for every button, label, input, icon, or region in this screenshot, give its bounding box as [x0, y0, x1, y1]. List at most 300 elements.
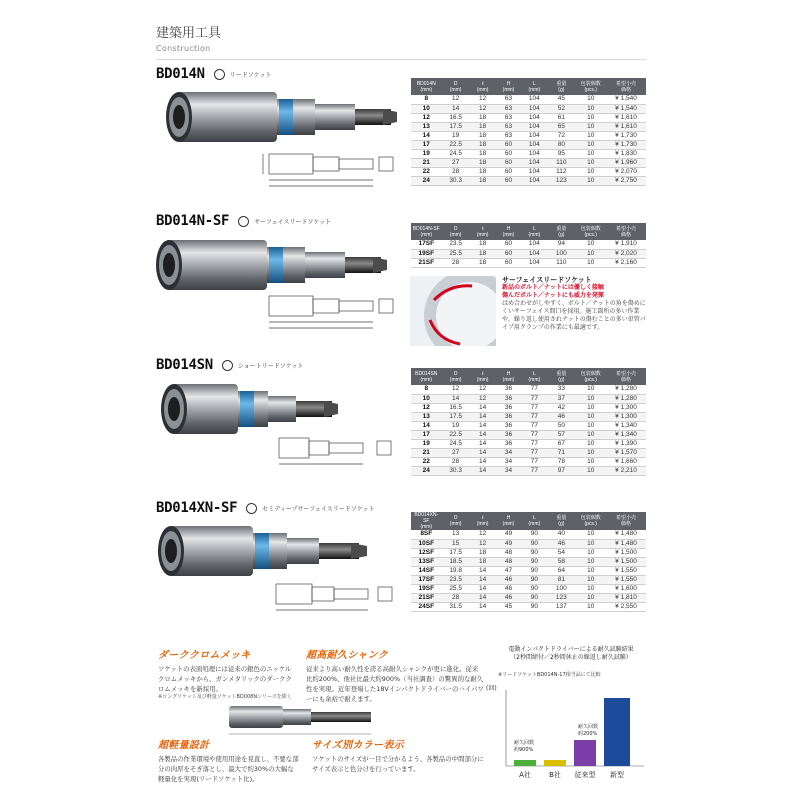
spec-cell: ¥ 1,830	[606, 149, 646, 158]
spec-cell: 16.5	[442, 403, 470, 412]
table-row	[411, 131, 646, 140]
spec-cell: 18	[470, 258, 496, 267]
spec-cell: 22.5	[442, 430, 470, 439]
spec-cell: 31.5	[442, 602, 470, 611]
spec-cell: 60	[496, 140, 522, 149]
spec-cell: ¥ 1,730	[606, 131, 646, 140]
spec-cell: ¥ 2,020	[606, 249, 646, 258]
spec-cell: 104	[521, 240, 547, 249]
feature-body: ソケットの表面処理には従来の銀色のニッケルクロムメッキから、ガンメタリックのダーククロムメッキを新採用。	[158, 665, 292, 693]
table-header-row	[411, 368, 646, 385]
spec-cell: 104	[521, 249, 547, 258]
spec-cell: 10	[575, 249, 606, 258]
table-row	[411, 412, 646, 421]
size-cell: 21SF	[411, 258, 442, 267]
column-header: H (mm)	[496, 223, 522, 240]
spec-cell: 60	[496, 240, 522, 249]
spec-cell: 10	[575, 439, 606, 448]
spec-cell: ¥ 1,500	[606, 557, 646, 566]
bench-cat-a: A社	[519, 771, 531, 779]
bd014sn-dimension-drawing	[265, 432, 395, 472]
spec-cell: ¥ 1,730	[606, 140, 646, 149]
spec-cell: 18	[470, 167, 496, 176]
table-row	[411, 249, 646, 258]
column-header: D (mm)	[442, 368, 470, 385]
spec-cell: 36	[496, 385, 522, 394]
spec-cell: 77	[521, 439, 547, 448]
spec-cell: 36	[496, 421, 522, 430]
spec-cell: 14	[470, 466, 496, 475]
spec-cell: 60	[496, 249, 522, 258]
spec-cell: 63	[496, 104, 522, 113]
spec-cell: ¥ 1,340	[606, 430, 646, 439]
spec-cell: 137	[547, 602, 575, 611]
spec-cell: 123	[547, 176, 575, 185]
table-header-row	[411, 223, 646, 240]
spec-cell: 63	[496, 113, 522, 122]
bd014sn-spec-table	[411, 368, 646, 476]
spec-cell: 18	[470, 140, 496, 149]
spec-cell: 67	[547, 439, 575, 448]
spec-cell: 77	[521, 448, 547, 457]
spec-cell: 10	[575, 539, 606, 548]
table-row	[411, 448, 646, 457]
spec-cell: 10	[575, 158, 606, 167]
surface-callout-red2: 傷んだボルト／ナットにも威力を発揮	[502, 292, 604, 299]
spec-cell: 10	[575, 258, 606, 267]
spec-cell: 63	[496, 131, 522, 140]
spec-cell: 104	[521, 122, 547, 131]
spec-cell: 60	[496, 149, 522, 158]
spec-cell: ¥ 1,480	[606, 539, 646, 548]
spec-cell: 60	[496, 158, 522, 167]
table-row	[411, 95, 646, 104]
spec-cell: 104	[521, 140, 547, 149]
column-header: D (mm)	[442, 78, 470, 95]
table-row	[411, 403, 646, 412]
column-header: H (mm)	[496, 78, 522, 95]
table-row	[411, 557, 646, 566]
feature-title: 超高耐久シャンク	[306, 650, 388, 661]
spec-cell: 33	[547, 385, 575, 394]
surface-callout	[410, 276, 646, 346]
bd014n-sf-dimension-drawing	[255, 290, 395, 334]
spec-cell: 97	[547, 466, 575, 475]
spec-cell: 19.8	[442, 566, 470, 575]
bench-note: ※リードソケットBD014N-17相当品にて比較	[498, 672, 601, 678]
spec-cell: 90	[521, 548, 547, 557]
feature-body: 従来より高い耐久性を誇る高耐久シャンクが更に進化。従来比約200%、他社比最大約900%（当社調査）の驚異的な耐久性を実現。近年登場した18Vインパクトドライバーのハイパワーにも余裕で耐えます。	[306, 665, 484, 703]
spec-cell: 110	[547, 258, 575, 267]
size-cell: 24	[411, 176, 442, 185]
table-row	[411, 421, 646, 430]
spec-cell: 23.5	[442, 240, 470, 249]
spec-cell: ¥ 1,610	[606, 113, 646, 122]
header-rule	[156, 59, 646, 60]
surface-callout-body: はめ合わせがしやすく、ボルト／ナットの角を傷めにくいサーフェイス間口を採用。施工箇所の多い作業や、繰り返し使用されナットの傷むことの多い単管パイプ用クランプの作業にも最適です。	[502, 300, 646, 331]
spec-cell: 45	[496, 602, 522, 611]
spec-cell: 10	[575, 566, 606, 575]
spec-cell: 77	[521, 430, 547, 439]
bd014n-sf-spec-table	[411, 223, 646, 268]
column-header: 包装個数 (pcs.)	[575, 512, 606, 530]
bd014xn-sf-spec-table	[411, 512, 646, 612]
column-header: 包装個数 (pcs.)	[575, 78, 606, 95]
twelve-point-icon	[246, 503, 257, 514]
column-header: L (mm)	[521, 223, 547, 240]
column-header: D (mm)	[442, 223, 470, 240]
spec-cell: 14	[470, 430, 496, 439]
spec-cell: 14	[442, 104, 470, 113]
table-row	[411, 602, 646, 611]
table-row	[411, 122, 646, 131]
durability-bar-chart	[486, 680, 646, 782]
spec-cell: 12	[470, 95, 496, 104]
spec-cell: 36	[496, 412, 522, 421]
spec-cell: 46	[547, 539, 575, 548]
table-row	[411, 140, 646, 149]
model-code: BD014SN	[156, 357, 213, 373]
spec-cell: 60	[496, 176, 522, 185]
spec-cell: 16.5	[442, 113, 470, 122]
size-cell: 19SF	[411, 584, 442, 593]
model-bd014n	[156, 66, 271, 82]
table-row	[411, 575, 646, 584]
page-subtitle: Construction	[156, 44, 211, 53]
surface-socket-closeup	[410, 276, 496, 346]
spec-cell: 10	[575, 584, 606, 593]
size-cell: 21SF	[411, 593, 442, 602]
size-cell: 22	[411, 167, 442, 176]
spec-cell: ¥ 1,280	[606, 385, 646, 394]
spec-cell: ¥ 1,480	[606, 530, 646, 539]
model-desc: リードソケット	[229, 71, 272, 79]
bench-cat-prev: 従来型	[574, 771, 596, 779]
spec-cell: 18	[470, 557, 496, 566]
spec-cell: 46	[496, 584, 522, 593]
spec-cell: 47	[496, 566, 522, 575]
spec-cell: 12	[442, 95, 470, 104]
spec-cell: 34	[496, 457, 522, 466]
bd014n-product-image	[165, 88, 397, 146]
spec-cell: 46	[547, 412, 575, 421]
size-cell: 21	[411, 158, 442, 167]
size-cell: 13SF	[411, 557, 442, 566]
spec-cell: ¥ 1,540	[606, 95, 646, 104]
spec-cell: 14	[470, 593, 496, 602]
spec-cell: 14	[470, 575, 496, 584]
spec-cell: 77	[521, 394, 547, 403]
column-header: ℓ (mm)	[470, 368, 496, 385]
model-code: BD014N	[156, 66, 205, 82]
size-cell: 24SF	[411, 602, 442, 611]
spec-cell: 28	[442, 167, 470, 176]
spec-cell: 18	[470, 249, 496, 258]
spec-cell: ¥ 1,610	[606, 122, 646, 131]
column-header: BD014N-SF (mm)	[411, 223, 442, 240]
table-row	[411, 539, 646, 548]
size-cell: 14	[411, 131, 442, 140]
spec-cell: 13	[442, 530, 470, 539]
spec-cell: 10	[575, 557, 606, 566]
spec-cell: 30.3	[442, 176, 470, 185]
size-cell: 17	[411, 140, 442, 149]
model-desc: ショートリードソケット	[237, 362, 304, 370]
column-header: H (mm)	[496, 512, 522, 530]
page-title: 建築用工具	[156, 26, 222, 41]
spec-cell: 104	[521, 158, 547, 167]
spec-cell: 45	[547, 95, 575, 104]
table-row	[411, 385, 646, 394]
spec-cell: 78	[547, 457, 575, 466]
spec-cell: 10	[575, 421, 606, 430]
spec-cell: 10	[575, 412, 606, 421]
column-header: D (mm)	[442, 512, 470, 530]
spec-cell: ¥ 2,210	[606, 466, 646, 475]
table-row	[411, 394, 646, 403]
spec-cell: 22.5	[442, 140, 470, 149]
size-cell: 19	[411, 149, 442, 158]
size-cell: 10	[411, 104, 442, 113]
bd014xn-sf-dimension-drawing	[262, 578, 394, 618]
spec-cell: ¥ 1,960	[606, 158, 646, 167]
spec-cell: 12	[470, 104, 496, 113]
size-cell: 13	[411, 412, 442, 421]
spec-cell: 28	[442, 593, 470, 602]
spec-cell: 27	[442, 158, 470, 167]
feature-title: ダーククロムメッキ	[158, 650, 251, 661]
spec-cell: 25.5	[442, 249, 470, 258]
size-cell: 19	[411, 439, 442, 448]
size-cell: 10	[411, 394, 442, 403]
lightweight-socket-image	[225, 700, 385, 740]
spec-cell: 90	[521, 539, 547, 548]
table-row	[411, 113, 646, 122]
spec-cell: 17.5	[442, 122, 470, 131]
spec-cell: 61	[547, 113, 575, 122]
spec-cell: ¥ 1,570	[606, 448, 646, 457]
spec-cell: 37	[547, 394, 575, 403]
feature-dark-chrome	[158, 646, 294, 701]
spec-cell: 18	[470, 548, 496, 557]
table-header-row	[411, 78, 646, 95]
spec-cell: 12	[442, 385, 470, 394]
column-header: 重量 (g)	[547, 368, 575, 385]
table-row	[411, 167, 646, 176]
size-cell: 22	[411, 457, 442, 466]
spec-cell: 18.5	[442, 557, 470, 566]
model-bd014n-sf	[156, 213, 331, 229]
spec-cell: 104	[521, 258, 547, 267]
feature-size-color	[312, 736, 484, 774]
size-cell: 12	[411, 403, 442, 412]
spec-cell: 104	[521, 149, 547, 158]
spec-cell: 14	[470, 602, 496, 611]
bench-ann-900-bot: 約900%	[514, 747, 534, 753]
spec-cell: 60	[496, 167, 522, 176]
spec-cell: 49	[496, 539, 522, 548]
column-header: 希望小売 価格	[606, 78, 646, 95]
bench-ann-900-top: 耐久回数	[514, 740, 535, 746]
table-row	[411, 566, 646, 575]
spec-cell: 123	[547, 593, 575, 602]
spec-cell: 104	[521, 167, 547, 176]
table-row	[411, 258, 646, 267]
spec-cell: 28	[442, 258, 470, 267]
spec-cell: 48	[496, 557, 522, 566]
spec-cell: 10	[575, 140, 606, 149]
column-header: 包装個数 (pcs.)	[575, 368, 606, 385]
column-header: L (mm)	[521, 78, 547, 95]
column-header: BD014SN (mm)	[411, 368, 442, 385]
spec-cell: 10	[575, 457, 606, 466]
bench-ann-200-top: 耐久回数	[578, 724, 599, 730]
spec-cell: 71	[547, 448, 575, 457]
spec-cell: 17.5	[442, 412, 470, 421]
size-cell: 14SF	[411, 566, 442, 575]
spec-cell: 65	[547, 122, 575, 131]
spec-cell: 77	[521, 421, 547, 430]
spec-cell: 10	[575, 602, 606, 611]
spec-cell: 95	[547, 149, 575, 158]
spec-cell: 18	[470, 158, 496, 167]
size-cell: 8	[411, 385, 442, 394]
spec-cell: 10	[575, 240, 606, 249]
spec-cell: 18	[470, 113, 496, 122]
spec-cell: 112	[547, 167, 575, 176]
size-cell: 17	[411, 430, 442, 439]
bar-a-company	[514, 760, 536, 766]
spec-cell: 50	[547, 421, 575, 430]
spec-cell: 46	[496, 593, 522, 602]
spec-cell: 14	[470, 566, 496, 575]
table-row	[411, 439, 646, 448]
bench-cat-b: B社	[549, 771, 561, 779]
spec-cell: ¥ 2,550	[606, 602, 646, 611]
feature-durable-shank	[306, 646, 484, 704]
spec-cell: 14	[470, 448, 496, 457]
column-header: ℓ (mm)	[470, 512, 496, 530]
spec-cell: ¥ 2,160	[606, 258, 646, 267]
spec-cell: ¥ 1,910	[606, 240, 646, 249]
spec-cell: 64	[547, 566, 575, 575]
spec-cell: 14	[470, 403, 496, 412]
table-row	[411, 457, 646, 466]
spec-cell: 18	[470, 176, 496, 185]
spec-cell: 10	[575, 548, 606, 557]
spec-cell: 40	[547, 530, 575, 539]
spec-cell: 12	[470, 394, 496, 403]
spec-cell: 28	[442, 457, 470, 466]
model-desc: サーフェイスリードソケット	[254, 218, 332, 226]
page-header	[156, 22, 646, 60]
twelve-point-icon	[214, 69, 225, 80]
bar-b-company	[544, 760, 566, 766]
column-header: BD014XN-SF (mm)	[411, 512, 442, 530]
size-cell: 17SF	[411, 240, 442, 249]
spec-cell: 10	[575, 104, 606, 113]
twelve-point-icon	[238, 216, 249, 227]
spec-cell: 42	[547, 403, 575, 412]
model-code: BD014N-SF	[156, 213, 230, 229]
bd014n-sf-product-image	[155, 236, 387, 294]
spec-cell: 24.5	[442, 439, 470, 448]
spec-cell: 57	[547, 430, 575, 439]
size-cell: 8	[411, 95, 442, 104]
spec-cell: 90	[521, 557, 547, 566]
column-header: 希望小売 価格	[606, 368, 646, 385]
spec-cell: 34	[496, 448, 522, 457]
model-code: BD014XN-SF	[156, 500, 238, 516]
column-header: L (mm)	[521, 512, 547, 530]
spec-cell: 36	[496, 439, 522, 448]
spec-cell: 90	[521, 530, 547, 539]
spec-cell: 18	[470, 131, 496, 140]
bench-cat-new: 新型	[610, 771, 624, 779]
spec-cell: 36	[496, 430, 522, 439]
spec-cell: 100	[547, 584, 575, 593]
spec-cell: 63	[496, 95, 522, 104]
spec-cell: 14	[442, 394, 470, 403]
spec-cell: 18	[470, 149, 496, 158]
spec-cell: 81	[547, 575, 575, 584]
spec-cell: 10	[575, 593, 606, 602]
spec-cell: 14	[470, 421, 496, 430]
bench-title: 電動インパクトドライバーによる耐久試験結果	[508, 646, 634, 653]
table-row	[411, 176, 646, 185]
spec-cell: 77	[521, 412, 547, 421]
spec-cell: 10	[575, 385, 606, 394]
bar-new-model	[604, 698, 630, 766]
spec-cell: 58	[547, 557, 575, 566]
spec-cell: 34	[496, 466, 522, 475]
table-row	[411, 158, 646, 167]
table-row	[411, 584, 646, 593]
spec-cell: 18	[470, 122, 496, 131]
table-row	[411, 466, 646, 475]
spec-cell: 15	[442, 539, 470, 548]
spec-cell: 14	[470, 412, 496, 421]
surface-callout-red1: 新品のボルト／ナットには優しく接触	[502, 284, 604, 291]
spec-cell: 100	[547, 249, 575, 258]
spec-cell: 10	[575, 403, 606, 412]
bd014n-spec-table	[411, 78, 646, 186]
spec-cell: 10	[575, 530, 606, 539]
column-header: 重量 (g)	[547, 223, 575, 240]
spec-cell: 19	[442, 131, 470, 140]
size-cell: 24	[411, 466, 442, 475]
twelve-point-icon	[222, 360, 233, 371]
spec-cell: ¥ 1,540	[606, 104, 646, 113]
spec-cell: 24.5	[442, 149, 470, 158]
bd014n-dimension-drawing	[255, 148, 395, 192]
spec-cell: 17.5	[442, 548, 470, 557]
table-row	[411, 593, 646, 602]
bench-yaxis: (回)	[486, 685, 497, 692]
spec-cell: 77	[521, 385, 547, 394]
spec-cell: 19	[442, 421, 470, 430]
spec-cell: 25.5	[442, 584, 470, 593]
table-row	[411, 240, 646, 249]
spec-cell: 77	[521, 457, 547, 466]
spec-cell: 23.5	[442, 575, 470, 584]
size-cell: 12	[411, 113, 442, 122]
column-header: ℓ (mm)	[470, 223, 496, 240]
bench-subtitle: （2秒間締付／2秒間休止の繰返し耐久試験）	[510, 654, 632, 661]
spec-cell: 48	[496, 548, 522, 557]
spec-cell: 14	[470, 439, 496, 448]
spec-cell: ¥ 1,600	[606, 584, 646, 593]
